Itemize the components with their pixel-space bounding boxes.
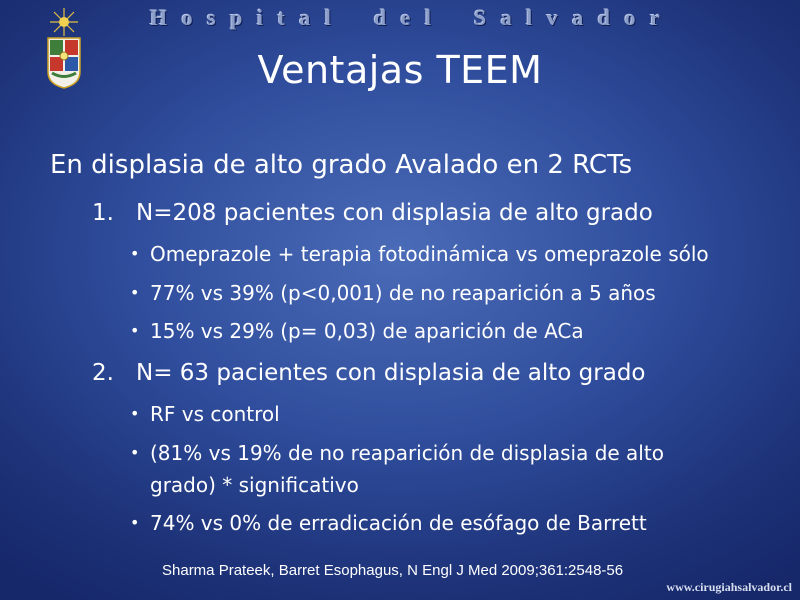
banner-letter: a [572, 5, 584, 30]
item-number: 2. [92, 360, 114, 386]
numbered-item [92, 200, 653, 226]
banner-letter: v [546, 5, 558, 30]
banner-letter: d [373, 5, 387, 30]
banner-letter: H [150, 5, 168, 30]
bullet-text: 15% vs 29% (p= 0,03) de aparición de ACa [150, 319, 584, 343]
banner-letter: l [424, 5, 431, 30]
banner-letter: s [207, 5, 216, 30]
bullet-text: Omeprazole + terapia fotodinámica vs omeprazole sólo [150, 242, 709, 266]
banner-letter: l [324, 5, 331, 30]
list-item [130, 437, 710, 501]
bullet-icon: • [130, 244, 140, 263]
list-item [130, 277, 770, 309]
list-item [130, 315, 770, 347]
bullet-icon: • [130, 321, 140, 340]
banner-letter: t [277, 5, 285, 30]
banner-letter: p [230, 5, 243, 30]
list-item [130, 507, 770, 539]
banner-letter: o [181, 5, 193, 30]
banner-letter: d [597, 5, 610, 30]
banner-letter: a [500, 5, 512, 30]
item-text: N=208 pacientes con displasia de alto grado [136, 200, 653, 226]
bullet-text: 77% vs 39% (p<0,001) de no reaparición a 5 años [150, 281, 656, 305]
hospital-banner [150, 4, 660, 32]
banner-letter: e [400, 5, 411, 30]
website-link[interactable]: www.cirugiahsalvador.cl [666, 580, 792, 594]
bullet-icon: • [130, 513, 140, 532]
bullet-icon: • [130, 404, 140, 423]
citation-text: Sharma Prateek, Barret Esophagus, N Engl J Med 2009;361:2548-56 [162, 562, 624, 579]
item-number: 1. [92, 200, 114, 226]
banner-letter: r [649, 5, 660, 30]
list-item [130, 238, 770, 270]
list-item [130, 398, 770, 430]
bullet-text: (81% vs 19% de no reaparición de displasia de alto grado) * significativo [150, 441, 664, 497]
banner-letter: o [624, 5, 636, 30]
banner-letter: S [473, 5, 487, 30]
bullet-text: 74% vs 0% de erradicación de esófago de Barrett [150, 511, 647, 535]
item-text: N= 63 pacientes con displasia de alto grado [136, 360, 646, 386]
banner-letter: a [299, 5, 311, 30]
bullet-icon: • [130, 443, 140, 462]
numbered-item [92, 360, 646, 386]
slide-title: Ventajas TEEM [257, 48, 543, 92]
bullet-icon: • [130, 283, 140, 302]
main-heading: En displasia de alto grado Avalado en 2 RCTs [50, 150, 633, 180]
bullet-text: RF vs control [150, 402, 280, 426]
banner-letter: l [526, 5, 533, 30]
banner-letter: i [256, 5, 263, 30]
